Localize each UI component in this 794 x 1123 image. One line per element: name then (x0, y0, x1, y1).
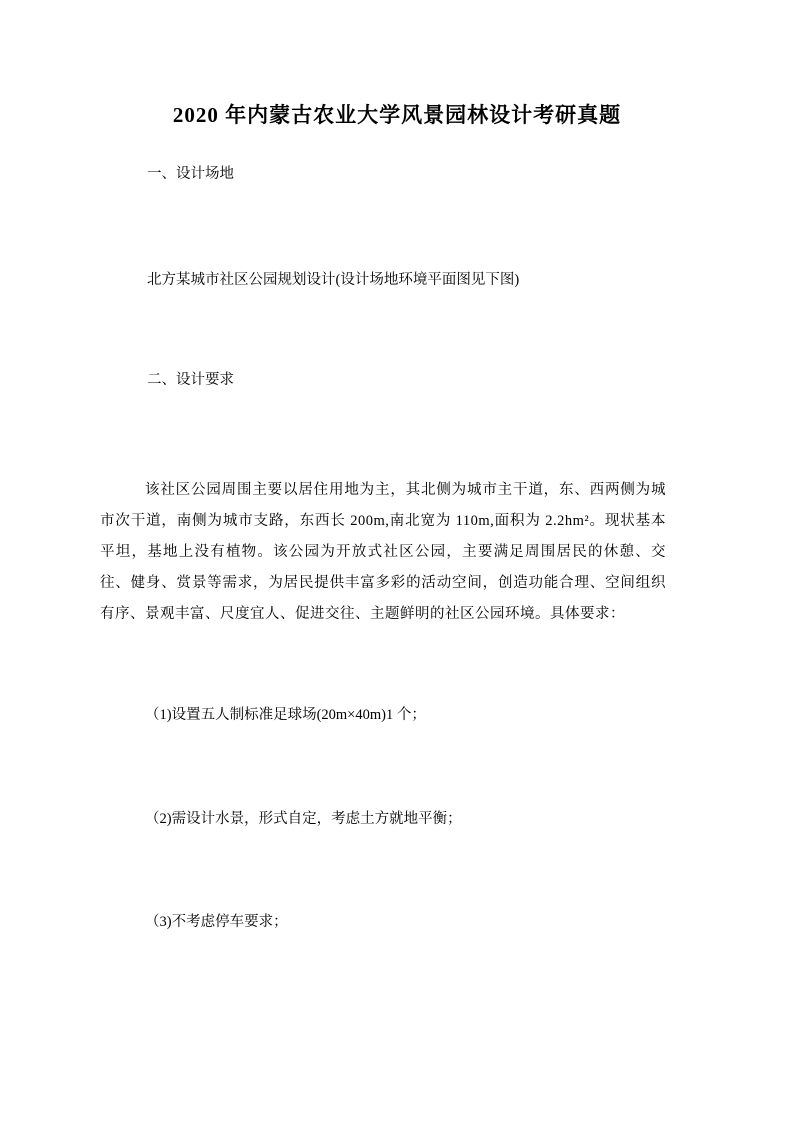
requirement-item-3: （3)不考虑停车要求； (145, 914, 288, 930)
requirement-item-1: （1)设置五人制标准足球场(20m×40m)1 个； (145, 707, 426, 723)
section-2-heading: 二、设计要求 (147, 372, 234, 388)
section-1-body-text: 北方某城市社区公园规划设计(设计场地环境平面图见下图) (147, 272, 520, 288)
section-1-heading: 一、设计场地 (147, 166, 234, 182)
requirement-item-2: （2)需设计水景，形式自定，考虑土方就地平衡； (145, 811, 462, 827)
document-title: 2020 年内蒙古农业大学风景园林设计考研真题 (172, 103, 622, 127)
section-2-intro-paragraph: 该社区公园周围主要以居住用地为主，其北侧为城市主干道，东、西两侧为城市次干道，南侧为城市支路，东西长 200m,南北宽为 110m,面积为 2.2hm²。现状基本平坦，基地上没有植物。该公园为开放式社区公园，主要满足周围居民的休憩、交往、健身、赏景等需求，为居民提供丰富多彩的活动空间，创造功能合理、空间组织有序、景观丰富、尺度宜人、促进交往、主题鲜明的社区公园环境。具体要求： (100, 482, 666, 622)
